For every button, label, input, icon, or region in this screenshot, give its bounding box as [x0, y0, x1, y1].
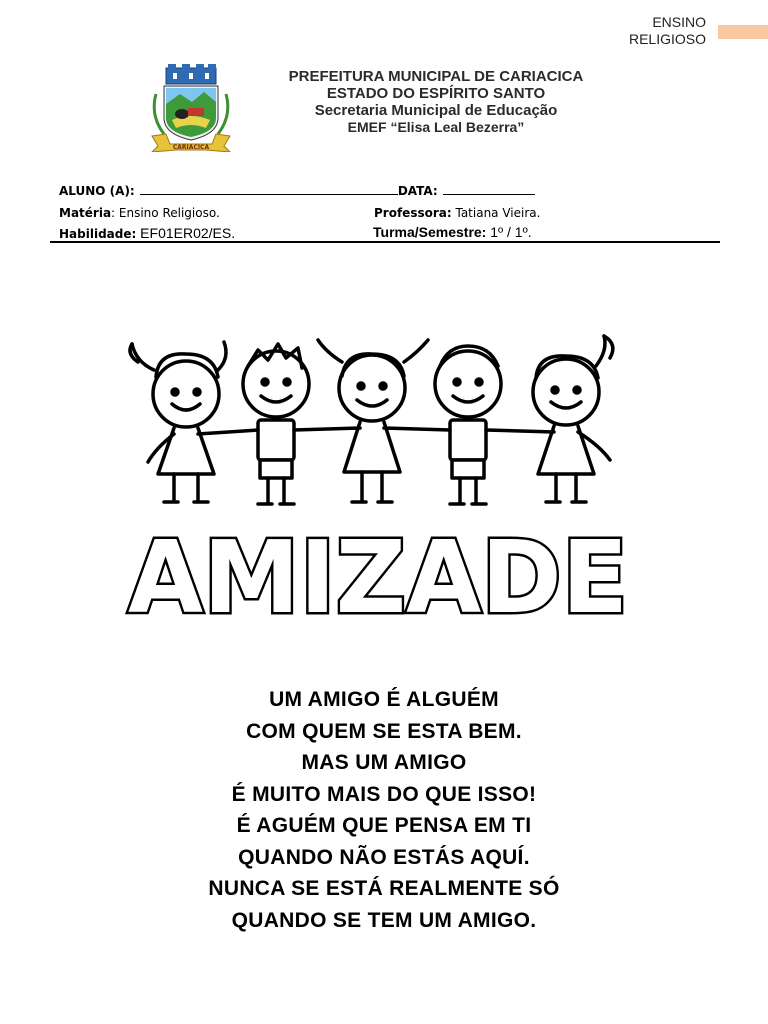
date-field[interactable] [443, 182, 535, 195]
friendship-poem [114, 684, 654, 936]
subject-label: Matéria [59, 206, 112, 220]
header-line-secretaria: Secretaria Municipal de Educação [314, 102, 558, 119]
child-2-figure [243, 344, 309, 504]
children-holding-hands-icon [118, 322, 638, 632]
date-label: DATA: [397, 184, 438, 198]
school-header [236, 68, 636, 136]
teacher-label: Professora: [374, 206, 452, 220]
header-line-estado: ESTADO DO ESPÍRITO SANTO [326, 85, 546, 102]
poem-line: NUNCA SE ESTÁ REALMENTE SÓ [208, 877, 560, 900]
subject-value: : Ensino Religioso. [111, 206, 220, 220]
header-divider [50, 241, 720, 243]
child-1-figure [130, 342, 226, 502]
subject-tag [629, 14, 706, 48]
subject-tag-line-2: RELIGIOSO [628, 31, 706, 47]
header-line-school: EMEF “Elisa Leal Bezerra” [347, 119, 525, 135]
poem-line: QUANDO SE TEM UM AMIGO. [231, 908, 537, 932]
poem-line: É MUITO MAIS DO QUE ISSO! [231, 782, 537, 806]
skill-label: Habilidade: [59, 227, 137, 241]
poem-line: É AGUÉM QUE PENSA EM TI [236, 814, 532, 837]
student-name-label: ALUNO (A): [59, 184, 135, 198]
crest-ribbon-text: CARIACICA [172, 144, 210, 151]
municipal-coat-of-arms-icon [146, 64, 236, 152]
child-3-figure [318, 340, 428, 502]
poem-line: MAS UM AMIGO [301, 751, 467, 774]
teacher-value: Tatiana Vieira. [451, 206, 541, 220]
child-5-figure [533, 336, 613, 502]
class-semester-value: 1º / 1º. [486, 224, 532, 240]
poem-line: UM AMIGO É ALGUÉM [269, 688, 499, 711]
child-4-figure [435, 346, 501, 504]
subject-tag-line-1: ENSINO [652, 14, 706, 30]
poem-line: COM QUEM SE ESTA BEM. [246, 719, 522, 743]
illustration-title: AMIZADE [128, 519, 628, 632]
poem-line: QUANDO NÃO ESTÁS AQUÍ. [238, 845, 530, 869]
class-semester-label: Turma/Semestre: [373, 224, 487, 240]
skill-value: EF01ER02/ES. [136, 225, 236, 241]
subject-accent-bar [718, 25, 768, 39]
student-name-field[interactable] [140, 182, 398, 195]
header-line-prefeitura: PREFEITURA MUNICIPAL DE CARIACICA [288, 68, 584, 85]
